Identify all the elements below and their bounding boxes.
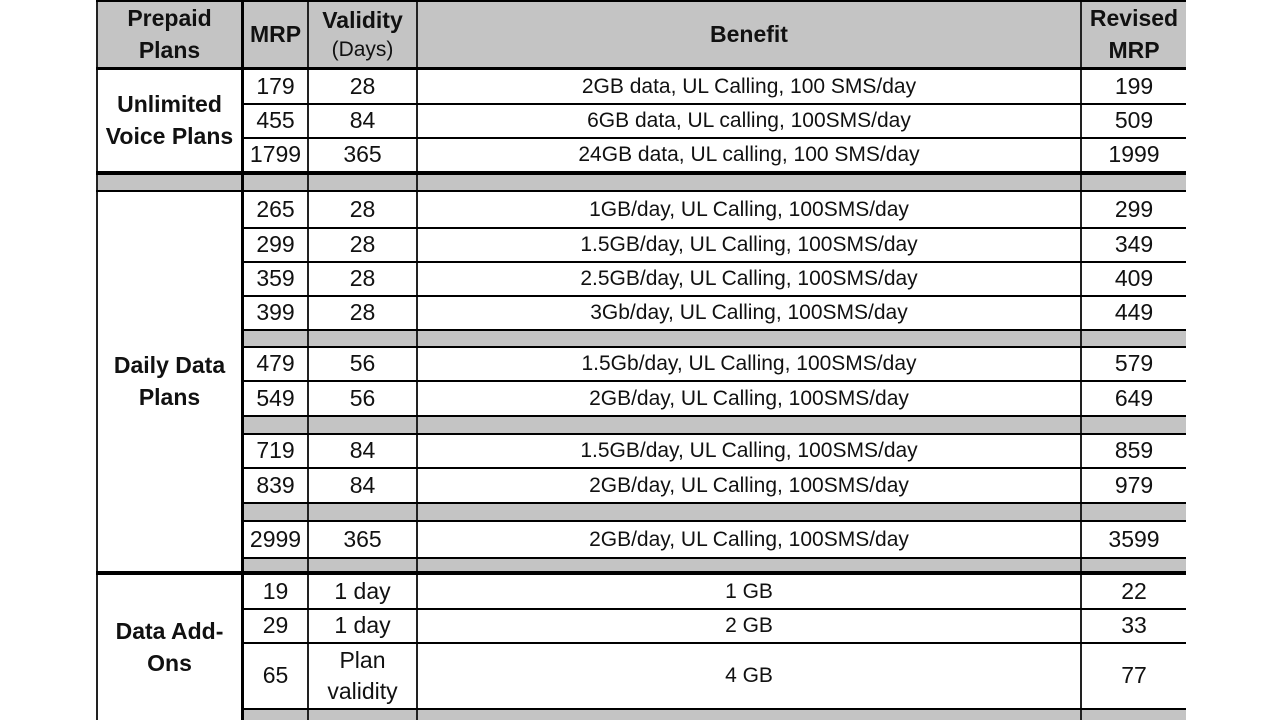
row-border — [242, 329, 1186, 331]
cell-mrp: 399 — [256, 299, 295, 326]
cell-mrp: 179 — [256, 72, 295, 99]
cell-benefit: 1.5Gb/day, UL Calling, 100SMS/day — [581, 352, 917, 376]
cell-validity: 28 — [349, 231, 376, 258]
separator-band — [242, 416, 1186, 434]
header-validity-line1: Validity — [322, 6, 403, 33]
cell-benefit: 2GB data, UL Calling, 100 SMS/day — [581, 74, 917, 98]
cell-benefit: 2GB/day, UL Calling, 100SMS/day — [589, 473, 909, 497]
cell-mrp: 265 — [256, 195, 295, 222]
cell-benefit: 1 GB — [725, 579, 773, 603]
cell-benefit: 6GB data, UL calling, 100SMS/day — [587, 109, 911, 133]
header-prepaid-plans — [98, 2, 241, 67]
cell-benefit: 2.5GB/day, UL Calling, 100SMS/day — [580, 267, 918, 291]
cell-validity — [309, 644, 416, 708]
header-benefit: Benefit — [710, 21, 788, 48]
group-label-daily-data — [98, 192, 241, 571]
cell-revised-mrp: 579 — [1114, 350, 1154, 377]
cell-validity: 56 — [349, 384, 376, 411]
cell-benefit: 2GB/day, UL Calling, 100SMS/day — [589, 527, 909, 551]
separator-band — [242, 709, 1186, 720]
row-border — [242, 415, 1186, 417]
cell-benefit: 2 GB — [725, 614, 773, 638]
cell-benefit: 4 GB — [725, 664, 773, 688]
cell-revised-mrp: 349 — [1114, 231, 1154, 258]
cell-validity: 28 — [349, 299, 376, 326]
separator-band — [96, 173, 1186, 191]
cell-benefit: 1.5GB/day, UL Calling, 100SMS/day — [580, 439, 918, 463]
cell-revised-mrp: 509 — [1114, 107, 1154, 134]
group-label-unlimited-voice — [98, 70, 241, 171]
cell-validity: 28 — [349, 195, 376, 222]
separator-band — [242, 503, 1186, 521]
cell-revised-mrp: 409 — [1114, 265, 1154, 292]
cell-revised-mrp: 299 — [1114, 195, 1154, 222]
row-border — [242, 708, 1186, 710]
row-border — [242, 557, 1186, 559]
cell-validity: 1 day — [334, 612, 391, 639]
group-label-line: Ons — [147, 649, 192, 676]
cell-validity: 365 — [343, 141, 382, 168]
cell-revised-mrp: 33 — [1121, 612, 1147, 639]
row-border — [242, 502, 1186, 504]
cell-validity-line: Plan — [339, 646, 386, 673]
tariff-table — [96, 0, 1186, 720]
group-label-line: Data Add- — [115, 618, 224, 645]
cell-revised-mrp: 3599 — [1108, 525, 1160, 552]
cell-validity: 56 — [349, 350, 376, 377]
header-revised-mrp — [1082, 2, 1186, 67]
cell-revised-mrp: 1999 — [1108, 141, 1160, 168]
row-border — [96, 171, 1186, 175]
cell-mrp: 549 — [256, 384, 295, 411]
cell-benefit: 3Gb/day, UL Calling, 100SMS/day — [590, 301, 908, 325]
cell-validity: 1 day — [334, 577, 391, 604]
cell-validity: 84 — [349, 471, 376, 498]
cell-mrp: 479 — [256, 350, 295, 377]
cell-validity: 84 — [349, 437, 376, 464]
header-validity-line2: (Days) — [331, 37, 394, 61]
cell-benefit: 1GB/day, UL Calling, 100SMS/day — [589, 197, 909, 221]
cell-revised-mrp: 859 — [1114, 437, 1154, 464]
group-label-line: Voice Plans — [105, 122, 234, 149]
cell-validity: 84 — [349, 107, 376, 134]
cell-revised-mrp: 22 — [1121, 577, 1147, 604]
separator-band — [242, 558, 1186, 572]
header-validity — [309, 2, 416, 67]
cell-mrp: 455 — [256, 107, 295, 134]
cell-mrp: 719 — [256, 437, 295, 464]
cell-mrp: 65 — [262, 662, 289, 689]
separator-band — [242, 330, 1186, 346]
cell-mrp: 19 — [262, 577, 289, 604]
cell-mrp: 299 — [256, 231, 295, 258]
cell-revised-mrp: 649 — [1114, 384, 1154, 411]
cell-benefit: 24GB data, UL calling, 100 SMS/day — [578, 143, 920, 167]
cell-validity: 28 — [349, 72, 376, 99]
header-prepaid-line2: Plans — [138, 36, 201, 63]
cell-validity: 365 — [343, 525, 382, 552]
group-label-line: Unlimited — [117, 91, 222, 118]
cell-validity-line: validity — [327, 678, 398, 704]
cell-mrp: 359 — [256, 265, 295, 292]
cell-mrp: 1799 — [249, 141, 302, 168]
cell-revised-mrp: 77 — [1121, 662, 1147, 689]
group-label-line: Plans — [138, 383, 201, 410]
cell-revised-mrp: 199 — [1114, 72, 1154, 99]
cell-mrp: 839 — [256, 471, 295, 498]
header-revised-line1: Revised — [1089, 5, 1179, 32]
group-label-line: Daily Data — [113, 352, 226, 379]
cell-revised-mrp: 979 — [1114, 471, 1154, 498]
cell-revised-mrp: 449 — [1114, 299, 1154, 326]
header-mrp: MRP — [249, 21, 302, 48]
cell-benefit: 2GB/day, UL Calling, 100SMS/day — [589, 386, 909, 410]
cell-benefit: 1.5GB/day, UL Calling, 100SMS/day — [580, 233, 918, 257]
cell-mrp: 2999 — [249, 525, 302, 552]
cell-mrp: 29 — [262, 612, 289, 639]
cell-validity: 28 — [349, 265, 376, 292]
group-label-data-addons — [98, 575, 241, 720]
header-prepaid-line1: Prepaid — [127, 5, 212, 32]
header-revised-line2: MRP — [1108, 36, 1160, 63]
